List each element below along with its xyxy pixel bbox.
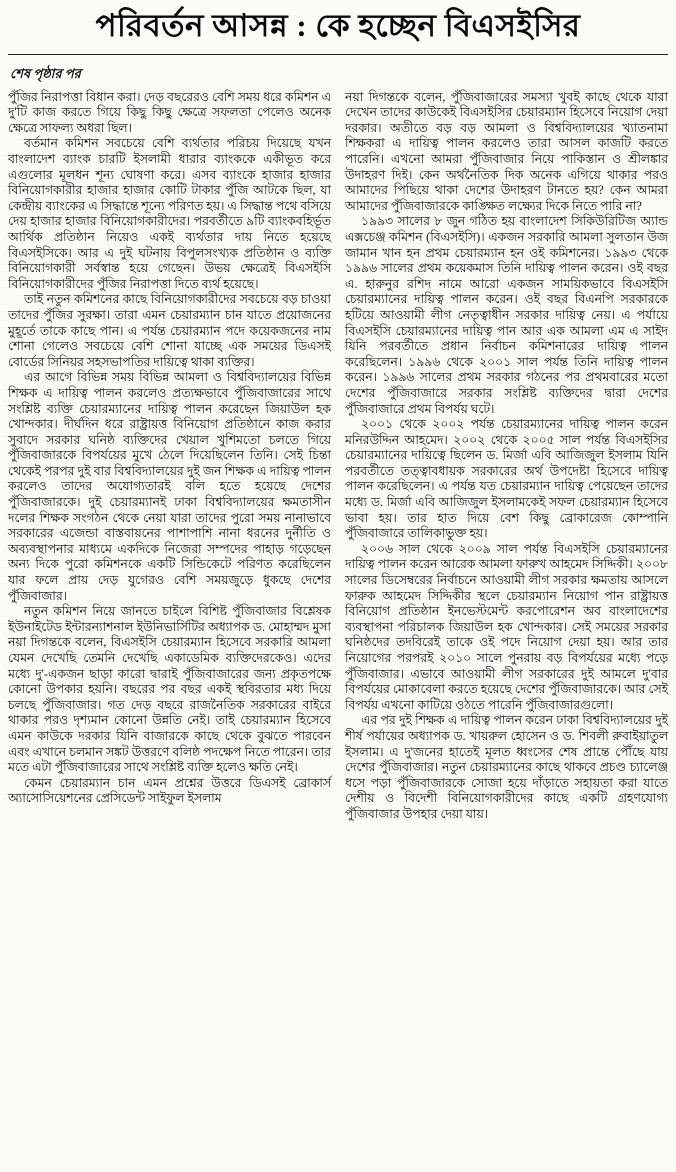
column-layout xyxy=(8,90,668,823)
article-paragraph: কেমন চেয়ারম্যান চান এমন প্রশ্নের উত্তরে ডিএসই ব্রোকার্স অ্যাসোসিয়েশনের প্রেসিডেন্ট সাইফুল ইসলাম xyxy=(8,775,331,806)
continuation-note: শেষ পৃষ্ঠার পর xyxy=(10,65,81,81)
article-headline: পরিবর্তন আসন্ন : কে হচ্ছেন বিএসইসির xyxy=(95,8,581,43)
article-paragraph: ১৯৯৩ সালের ৮ জুন গঠিত হয় বাংলাদেশ সিকিউরিটিজ অ্যান্ড এক্সচেঞ্জ কমিশন (বিএসইসি)। একজন সরকারি আমলা সুলতান উজ জামান খান হন প্রথম চেয়ারম্যান হন ওই কমিশনের। ১৯৯৩ থেকে ১৯৯৬ সালের প্রথম কয়েকমাস তিনি দায়িত্ব পালন করেন। ওই বছর এ. হারুনুর রশিদ নামে আরো একজন সাময়িকভাবে বিএসইসি চেয়ারম্যানের দায়িত্ব পালন করেন। ওই বছর বিএনপি সরকারকে হটিয়ে আওয়ামী লীগ নেতৃত্বাধীন সরকার দায়িত্ব নেয়। এ পর্যায়ে বিএসইসি চেয়ারম্যানের দায়িত্ব পান আর এক আমলা এম এ সাইদ যিনি পরবর্তীতে প্রধান নির্বাচন কমিশনারের দায়িত্ব পালন করেছিলেন। ১৯৯৬ থেকে ২০০১ সাল পর্যন্ত তিনি দায়িত্ব পালন করেন। ১৯৯৬ সালের প্রথম সরকার গঠনের পর প্রথমবারের মতো দেশের পুঁজিবাজারে সরকার সংশ্লিষ্ট ব্যক্তিদের দ্বারা দেশের পুঁজিবাজারে প্রথম বিপর্যয় ঘটে। xyxy=(345,214,668,416)
article-body xyxy=(0,55,676,823)
left-column xyxy=(8,90,331,807)
article-paragraph: এর পর দুই শিক্ষক এ দায়িত্ব পালন করেন ঢাকা বিশ্ববিদ্যালয়ের দুই শীর্ষ পর্যায়ের অধ্যাপক ড. খায়রুল হোসেন ও ড. শিবলী রুবাইয়াতুল ইসলাম। এ দু'জনের হাতেই মূলত ধ্বংসের শেষ প্রান্তে পৌঁছে যায় দেশের পুঁজিবাজার। নতুন চেয়ারম্যানের কাছে থাকবে প্রচণ্ড চ্যালেঞ্জ ধসে পড়া পুঁজিবাজারকে সোজা হয়ে দাঁড়াতে সহায়তা করা যাতে দেশীয় ও বিদেশী বিনিয়োগকারীদের কাছে একটি গ্রহণযোগ্য পুঁজিবাজার উপহার দেয়া যায়। xyxy=(345,713,668,821)
article-paragraph: তাই নতুন কমিশনের কাছে বিনিয়োগকারীদের সবচেয়ে বড় চাওয়া তাদের পুঁজির সুরক্ষা। তারা এমন চেয়ারম্যান চান যাতে প্রয়োজনের মুহূর্তে তাকে কাছে পান। এ পর্যন্ত চেয়ারম্যান পদে কয়েকজনের নাম শোনা গেলেও সবচেয়ে বেশি শোনা যাচ্ছে এক সময়ের ডিএসই বোর্ডের সিনিয়র সহসভাপতির দায়িত্বে থাকা ব্যক্তির। xyxy=(8,292,331,369)
article-paragraph: এর আগে বিভিন্ন সময় বিভিন্ন আমলা ও বিশ্ববিদ্যালয়ের বিভিন্ন শিক্ষক এ দায়িত্ব পালন করলেও প্রত্যক্ষভাবে পুঁজিবাজারের সাথে সংশ্লিষ্ট ব্যক্তি চেয়ারম্যানের দায়িত্ব পালন করেছেন জিয়াউল হক খোন্দকার। দীর্ঘদিন ধরে রাষ্ট্রায়ত্ত বিনিয়োগ প্রতিষ্ঠানে কাজ করার সুবাদে সরকার ঘনিষ্ঠ ব্যক্তিদের খেয়াল খুশিমতো চলতে গিয়ে পুঁজিবাজারকে বিপর্যয়ের মুখে ঠেলে দিয়েছিলেন তিনি। সেই চিন্তা থেকেই পরপর দুই বার বিশ্ববিদ্যালয়ের দুই জন শিক্ষক এ দায়িত্ব পালন করলেও তাদের অযোগ্যতারই বলি হতে হয়েছে দেশের পুঁজিবাজারকে। দুই চেয়ারম্যানই ঢাকা বিশ্ববিদ্যালয়ের ক্ষমতাসীন দলের শিক্ষক সংগঠন থেকে নেয়া যারা তাদের পুরো সময় নানাভাবে সরকারের এজেন্ডা বাস্তবায়নের পাশাপাশি নানা ধরনের দুর্নীতি ও অব্যবস্থাপনার মাধ্যমে একদিকে নিজেরা সম্পদের পাহাড় গড়েছেন অন্য দিকে পুরো কমিশনকে একটি সিন্ডিকেটে পরিণত করেছিলেন যার ফলে প্রায় দেড় যুগেরও বেশি সময়জুড়ে ধুকছে দেশের পুঁজিবাজার। xyxy=(8,370,331,603)
article-paragraph: পুঁজির নিরাপত্তা বিধান করা। দেড় বছরেরও বেশি সময় ধরে কমিশন এ দু'টি কাজ করতে গিয়ে কিছু কিছু ক্ষেত্রে সফলতা পেলেও অনেক ক্ষেত্রে সাফল্য অধরা ছিল। xyxy=(8,89,331,135)
right-column xyxy=(345,90,668,823)
article-paragraph: ২০০১ থেকে ২০০২ পর্যন্ত চেয়ারম্যানের দায়িত্ব পালন করেন মনিরউদ্দিন আহমেদ। ২০০২ থেকে ২০০৫ সাল পর্যন্ত বিএসইসির চেয়ারম্যানের দায়িত্বে ছিলেন ড. মির্জা এবি আজিজুল ইসলাম যিনি পরবর্তীতে তত্ত্বাবধায়ক সরকারের অর্থ উপদেষ্টা হিসেবে দায়িত্ব পালন করেছিলেন। এ পর্যন্ত যত চেয়ারম্যান দায়িত্ব পেয়েছেন তাদের মধ্যে ড. মির্জা এবি আজিজুল ইসলামকেই সফল চেয়ারম্যান হিসেবে ভাবা হয়। তার হাত দিয়ে বেশ কিছু ব্রোকারেজ কোম্পানি পুঁজিবাজারে তালিকাভুক্ত হয়। xyxy=(345,417,668,541)
article-paragraph: নয়া দিগন্তকে বলেন, পুঁজিবাজারের সমস্যা খুবই কাছে থেকে যারা দেখেন তাদের কাউকেই বিএসইসির চেয়ারম্যান হিসেবে নিয়োগ দেয়া দরকার। অতীতে বড় বড় আমলা ও বিশ্ববিদ্যালয়ের খ্যাতনামা শিক্ষকরা এ দায়িত্ব পালন করলেও তারা আসল কাজটি করতে পারেনি। এখনো আমরা পুঁজিবাজার নিয়ে পাকিস্তান ও শ্রীলঙ্কার উদাহরণ দিই। কেন অর্থনৈতিক দিক অনেক এগিয়ে থাকার পরও আমাদের পিছিয়ে থাকা দেশের উদাহরণ টানতে হয়? কেন আমরা আমাদের পুঁজিবাজারকে কাঙ্ক্ষিত লক্ষ্যের দিকে নিতে পারি না? xyxy=(345,89,668,213)
article-paragraph: ২০০৬ সাল থেকে ২০০৯ সাল পর্যন্ত বিএসইসি চেয়ারম্যানের দায়িত্ব পালন করেন আরেক আমলা ফারুখ আহমেদ সিদ্দিকী। ২০০৮ সালের ডিসেম্বরের নির্বাচনে আওয়ামী লীগ সরকার ক্ষমতায় আসলে ফারুক আহমেদ সিদ্দিকীর স্থলে চেয়ারম্যান নিয়োগ পান রাষ্ট্রায়ত্ত বিনিয়োগ প্রতিষ্ঠান ইনভেস্টমেন্ট করপোরেশন অব বাংলাদেশের ব্যবস্থাপনা পরিচালক জিয়াউল হক খোন্দকার। সেই সময়ের সরকার ঘনিষ্ঠদের তদবিরেই তাকে ওই পদে নিয়োগ দেয়া হয়। আর তার নিয়োগের পরপরই ২০১০ সালে পুনরায় বড় বিপর্যয়ের মধ্যে পড়ে পুঁজিবাজার। এভাবে আওয়ামী লীগ সরকারের দুই আমলে দু'বার বিপর্যয়ের মোকাবেলা করতে হয়েছে দেশের পুঁজিবাজারকে। আর সেই বিপর্যয় এখনো কাটিয়ে ওঠতে পারেনি পুঁজিবাজারগুলো। xyxy=(345,541,668,712)
article-header xyxy=(0,0,676,50)
article-paragraph: নতুন কমিশন নিয়ে জানতে চাইলে বিশিষ্ট পুঁজিবাজার বিশ্লেষক ইউনাইটেড ইন্টারন্যাশনাল ইউনিভার্সিটির অধ্যাপক ড. মোহাম্মদ মুসা নয়া দিগন্তকে বলেন, বিএসইসি চেয়ারম্যান হিসেবে সরকারি আমলা যেমন দেখেছি তেমনি দেখেছি একাডেমিক ব্যক্তিদেরকেও। এদের মধ্যে দু'-একজন ছাড়া কারো দ্বারাই পুঁজিবাজারের জন্য প্রকৃতপক্ষে কোনো উপকার হয়নি। বছরের পর বছর একই স্থবিরতার মধ্য দিয়ে চলছে পুঁজিবাজার। গত দেড় বছরে রাজনৈতিক সরকারের বাইরে থাকার পরও দৃশ্যমান কোনো উন্নতি নেই। তাই চেয়ারম্যান হিসেবে এমন কাউকে দরকার যিনি বাজারকে কাছে থেকে বুঝতে পারবেন এবং এখানে চলমান সঙ্কট উত্তরণে বলিষ্ঠ পদক্ষেপ নিতে পারেন। তার মতে এটা পুঁজিবাজারের সাথে সংশ্লিষ্ট ব্যক্তি হলেও ক্ষতি নেই। xyxy=(8,604,331,775)
article-paragraph: বর্তমান কমিশন সবচেয়ে বেশি ব্যর্থতার পরিচয় দিয়েছে যখন বাংলাদেশ ব্যাংক চারটি ইসলামী ধারার ব্যাংককে একীভূত করে এগুলোর মূলধন শূন্য ঘোষণা করে। এসব ব্যাংকে হাজার হাজার বিনিয়োগকারীর হাজার হাজার কোটি টাকার পুঁজি আটকে ছিল, যা কেন্দ্রীয় ব্যাংকের এ সিদ্ধান্তে শূন্যে পরিণত হয়। এ সিদ্ধান্ত পথে বসিয়ে দেয় হাজার হাজার বিনিয়োগকারীদের। পরবর্তীতে ৯টি ব্যাংকবহির্ভূত আর্থিক প্রতিষ্ঠান নিয়েও একই ব্যর্থতার দায় নিতে হয়েছে বিএসইসিকে। আর এ দুই ঘটনায় বিপুলসংখ্যক প্রতিষ্ঠান ও ব্যক্তি বিনিয়োগকারী সর্বস্বান্ত হয়ে গেছেন। উভয় ক্ষেত্রেই বিএসইসি বিনিয়োগকারীদের পুঁজির নিরাপত্তা দিতে ব্যর্থ হয়েছে। xyxy=(8,136,331,291)
